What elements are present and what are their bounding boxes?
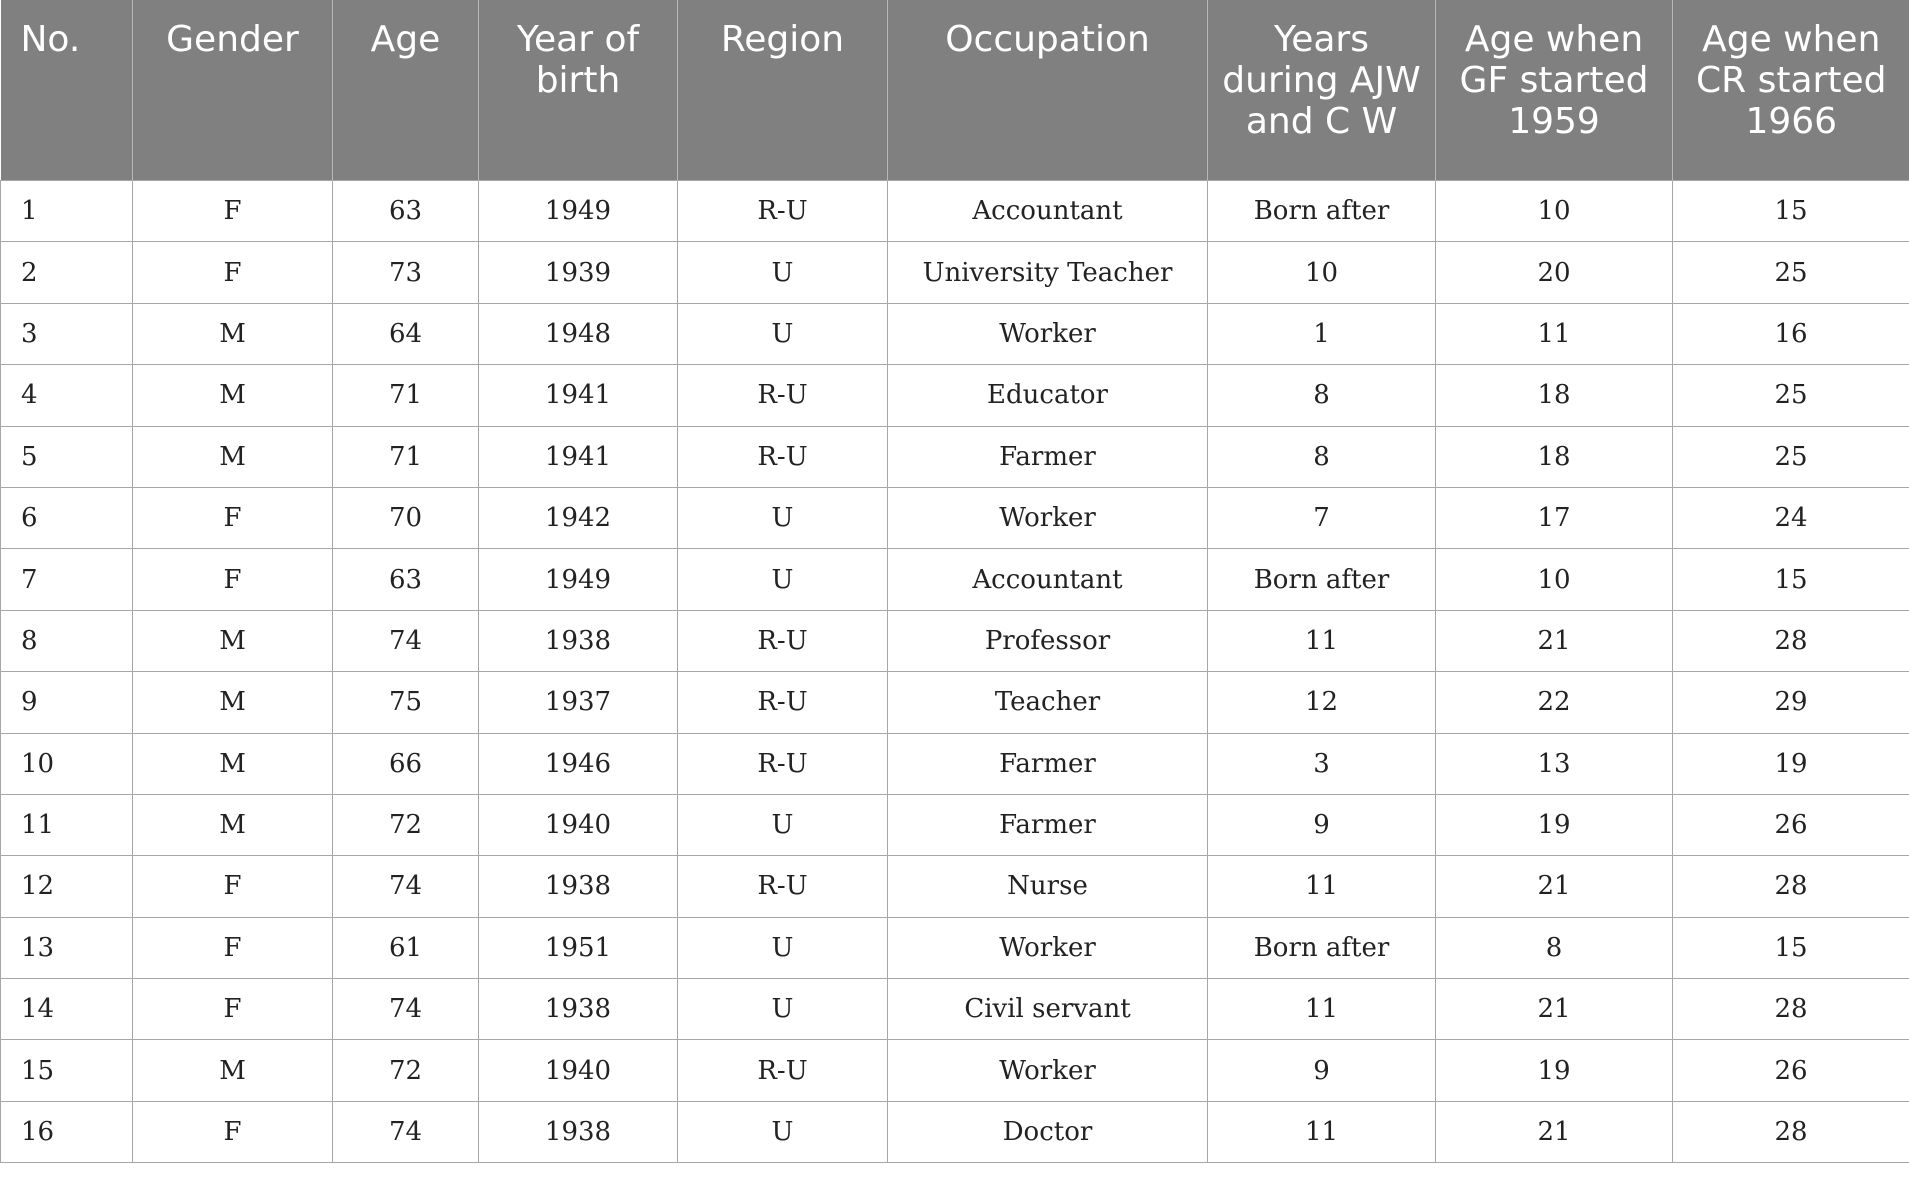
cell-age: 64 — [333, 303, 479, 364]
cell-year-of-birth: 1941 — [479, 426, 678, 487]
cell-age-cr-started: 15 — [1673, 181, 1909, 242]
cell-occupation: Accountant — [888, 549, 1208, 610]
cell-years-during-ajw-cw: 11 — [1208, 610, 1436, 671]
cell-year-of-birth: 1940 — [479, 1040, 678, 1101]
cell-year-of-birth: 1938 — [479, 610, 678, 671]
cell-occupation: Worker — [888, 1040, 1208, 1101]
cell-age-cr-started: 29 — [1673, 672, 1909, 733]
cell-region: U — [678, 303, 888, 364]
cell-year-of-birth: 1951 — [479, 917, 678, 978]
cell-age-gf-started: 18 — [1436, 365, 1673, 426]
cell-gender: M — [133, 733, 333, 794]
cell-age-cr-started: 25 — [1673, 365, 1909, 426]
cell-gender: F — [133, 181, 333, 242]
header-age-gf-started: Age when GF started 1959 — [1436, 1, 1673, 181]
cell-age-gf-started: 8 — [1436, 917, 1673, 978]
table-row — [1, 426, 1909, 487]
cell-age-gf-started: 11 — [1436, 303, 1673, 364]
cell-occupation: Professor — [888, 610, 1208, 671]
cell-age: 66 — [333, 733, 479, 794]
cell-years-during-ajw-cw: Born after — [1208, 917, 1436, 978]
cell-gender: M — [133, 1040, 333, 1101]
cell-age-gf-started: 10 — [1436, 549, 1673, 610]
cell-years-during-ajw-cw: 7 — [1208, 487, 1436, 548]
cell-years-during-ajw-cw: 11 — [1208, 1101, 1436, 1162]
cell-year-of-birth: 1942 — [479, 487, 678, 548]
table-row — [1, 487, 1909, 548]
cell-no: 16 — [1, 1101, 133, 1162]
cell-region: R-U — [678, 181, 888, 242]
cell-years-during-ajw-cw: 11 — [1208, 979, 1436, 1040]
cell-years-during-ajw-cw: 3 — [1208, 733, 1436, 794]
table-row — [1, 856, 1909, 917]
cell-no: 15 — [1, 1040, 133, 1101]
cell-region: U — [678, 917, 888, 978]
cell-years-during-ajw-cw: Born after — [1208, 549, 1436, 610]
cell-occupation: Worker — [888, 487, 1208, 548]
cell-age-cr-started: 15 — [1673, 917, 1909, 978]
cell-year-of-birth: 1938 — [479, 979, 678, 1040]
table-row — [1, 365, 1909, 426]
cell-no: 10 — [1, 733, 133, 794]
cell-no: 4 — [1, 365, 133, 426]
table-row — [1, 181, 1909, 242]
cell-region: U — [678, 242, 888, 303]
cell-no: 1 — [1, 181, 133, 242]
cell-age-cr-started: 15 — [1673, 549, 1909, 610]
header-region: Region — [678, 1, 888, 181]
cell-occupation: Worker — [888, 303, 1208, 364]
cell-year-of-birth: 1939 — [479, 242, 678, 303]
cell-gender: M — [133, 426, 333, 487]
cell-age-cr-started: 28 — [1673, 856, 1909, 917]
cell-region: R-U — [678, 365, 888, 426]
header-gender: Gender — [133, 1, 333, 181]
cell-region: U — [678, 487, 888, 548]
cell-age: 63 — [333, 549, 479, 610]
cell-age: 63 — [333, 181, 479, 242]
cell-years-during-ajw-cw: 11 — [1208, 856, 1436, 917]
cell-region: R-U — [678, 856, 888, 917]
cell-occupation: Educator — [888, 365, 1208, 426]
cell-years-during-ajw-cw: 12 — [1208, 672, 1436, 733]
cell-occupation: Worker — [888, 917, 1208, 978]
cell-age-gf-started: 21 — [1436, 979, 1673, 1040]
cell-age: 74 — [333, 610, 479, 671]
cell-gender: M — [133, 610, 333, 671]
cell-no: 3 — [1, 303, 133, 364]
cell-year-of-birth: 1938 — [479, 1101, 678, 1162]
cell-occupation: Farmer — [888, 794, 1208, 855]
cell-year-of-birth: 1940 — [479, 794, 678, 855]
cell-age-cr-started: 26 — [1673, 1040, 1909, 1101]
table-row — [1, 733, 1909, 794]
table-row — [1, 610, 1909, 671]
cell-no: 12 — [1, 856, 133, 917]
cell-age: 74 — [333, 979, 479, 1040]
header-row — [1, 1, 1909, 181]
cell-no: 9 — [1, 672, 133, 733]
cell-gender: F — [133, 549, 333, 610]
cell-no: 7 — [1, 549, 133, 610]
cell-age: 73 — [333, 242, 479, 303]
cell-gender: M — [133, 365, 333, 426]
cell-region: R-U — [678, 672, 888, 733]
cell-age-gf-started: 10 — [1436, 181, 1673, 242]
cell-occupation: Civil servant — [888, 979, 1208, 1040]
table-row — [1, 1040, 1909, 1101]
cell-occupation: Doctor — [888, 1101, 1208, 1162]
cell-age-cr-started: 25 — [1673, 426, 1909, 487]
cell-region: R-U — [678, 1040, 888, 1101]
header-age: Age — [333, 1, 479, 181]
cell-no: 5 — [1, 426, 133, 487]
table-row — [1, 549, 1909, 610]
header-years-during-ajw-cw: Years during AJW and C W — [1208, 1, 1436, 181]
cell-region: R-U — [678, 733, 888, 794]
cell-age-gf-started: 22 — [1436, 672, 1673, 733]
table-row — [1, 242, 1909, 303]
cell-years-during-ajw-cw: 1 — [1208, 303, 1436, 364]
cell-year-of-birth: 1938 — [479, 856, 678, 917]
cell-year-of-birth: 1946 — [479, 733, 678, 794]
cell-gender: F — [133, 917, 333, 978]
cell-occupation: Farmer — [888, 426, 1208, 487]
cell-region: U — [678, 979, 888, 1040]
cell-age-gf-started: 21 — [1436, 856, 1673, 917]
cell-age: 72 — [333, 1040, 479, 1101]
table-row — [1, 979, 1909, 1040]
cell-age-cr-started: 26 — [1673, 794, 1909, 855]
header-age-cr-started: Age when CR started 1966 — [1673, 1, 1909, 181]
cell-age: 74 — [333, 856, 479, 917]
cell-age: 61 — [333, 917, 479, 978]
cell-year-of-birth: 1941 — [479, 365, 678, 426]
cell-gender: F — [133, 487, 333, 548]
cell-age-cr-started: 24 — [1673, 487, 1909, 548]
cell-year-of-birth: 1948 — [479, 303, 678, 364]
cell-years-during-ajw-cw: 8 — [1208, 365, 1436, 426]
cell-age-cr-started: 25 — [1673, 242, 1909, 303]
cell-age-gf-started: 17 — [1436, 487, 1673, 548]
cell-age-cr-started: 28 — [1673, 1101, 1909, 1162]
cell-gender: M — [133, 303, 333, 364]
cell-no: 14 — [1, 979, 133, 1040]
cell-age: 72 — [333, 794, 479, 855]
table-row — [1, 794, 1909, 855]
cell-age-cr-started: 16 — [1673, 303, 1909, 364]
cell-age-gf-started: 21 — [1436, 610, 1673, 671]
cell-age-cr-started: 28 — [1673, 610, 1909, 671]
cell-years-during-ajw-cw: 8 — [1208, 426, 1436, 487]
cell-age: 70 — [333, 487, 479, 548]
cell-gender: F — [133, 979, 333, 1040]
cell-years-during-ajw-cw: 10 — [1208, 242, 1436, 303]
table-body — [1, 181, 1909, 1163]
cell-no: 2 — [1, 242, 133, 303]
cell-age-gf-started: 18 — [1436, 426, 1673, 487]
cell-age-gf-started: 19 — [1436, 1040, 1673, 1101]
cell-no: 11 — [1, 794, 133, 855]
cell-gender: F — [133, 856, 333, 917]
cell-region: R-U — [678, 610, 888, 671]
cell-region: U — [678, 1101, 888, 1162]
cell-year-of-birth: 1937 — [479, 672, 678, 733]
cell-occupation: Nurse — [888, 856, 1208, 917]
cell-region: U — [678, 794, 888, 855]
header-occupation: Occupation — [888, 1, 1208, 181]
cell-age: 71 — [333, 365, 479, 426]
table-header — [1, 1, 1909, 181]
cell-gender: M — [133, 672, 333, 733]
cell-region: R-U — [678, 426, 888, 487]
cell-gender: F — [133, 1101, 333, 1162]
header-no: No. — [1, 1, 133, 181]
cell-no: 13 — [1, 917, 133, 978]
cell-gender: M — [133, 794, 333, 855]
cell-occupation: Accountant — [888, 181, 1208, 242]
cell-age: 74 — [333, 1101, 479, 1162]
cell-year-of-birth: 1949 — [479, 181, 678, 242]
cell-region: U — [678, 549, 888, 610]
cell-years-during-ajw-cw: Born after — [1208, 181, 1436, 242]
cell-age-cr-started: 19 — [1673, 733, 1909, 794]
cell-no: 6 — [1, 487, 133, 548]
cell-years-during-ajw-cw: 9 — [1208, 1040, 1436, 1101]
cell-age: 75 — [333, 672, 479, 733]
cell-age-cr-started: 28 — [1673, 979, 1909, 1040]
cell-year-of-birth: 1949 — [479, 549, 678, 610]
cell-age-gf-started: 20 — [1436, 242, 1673, 303]
table-row — [1, 303, 1909, 364]
cell-age-gf-started: 21 — [1436, 1101, 1673, 1162]
cell-no: 8 — [1, 610, 133, 671]
cell-gender: F — [133, 242, 333, 303]
cell-age-gf-started: 19 — [1436, 794, 1673, 855]
cell-occupation: Teacher — [888, 672, 1208, 733]
cell-age-gf-started: 13 — [1436, 733, 1673, 794]
table-row — [1, 672, 1909, 733]
cell-years-during-ajw-cw: 9 — [1208, 794, 1436, 855]
cell-occupation: Farmer — [888, 733, 1208, 794]
header-year-of-birth: Year of birth — [479, 1, 678, 181]
cell-occupation: University Teacher — [888, 242, 1208, 303]
table-row — [1, 1101, 1909, 1162]
cell-age: 71 — [333, 426, 479, 487]
table-row — [1, 917, 1909, 978]
